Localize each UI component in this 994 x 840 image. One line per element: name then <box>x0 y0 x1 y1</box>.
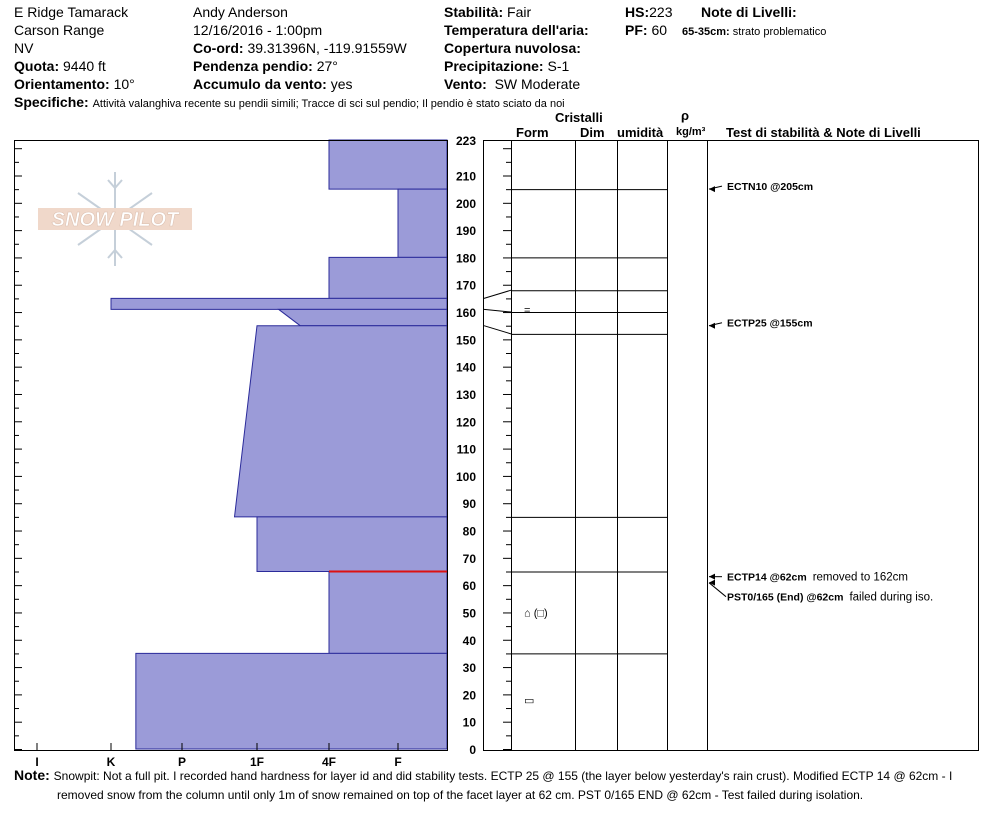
stability-test-note: removed to 162cm <box>812 571 908 584</box>
note-label: Note: <box>14 767 50 783</box>
slope-value: 27° <box>316 58 338 74</box>
specifics-label: Specifiche: <box>14 94 89 110</box>
depth-tick-label: 110 <box>456 442 476 457</box>
slope-label: Pendenza pendio: <box>193 58 313 74</box>
hardness-layer <box>257 517 447 572</box>
depth-tick-label: 30 <box>462 661 476 676</box>
elevation-label: Quota: <box>14 58 60 74</box>
depth-tick-label: 70 <box>462 551 476 566</box>
stability-test-label <box>727 572 908 584</box>
depth-tick-label: 60 <box>462 579 476 594</box>
stability-test-label <box>727 181 813 193</box>
depth-tick-label: 190 <box>455 224 476 239</box>
rho-header: ρ <box>681 108 690 123</box>
observer-name: Andy Anderson <box>193 4 288 20</box>
density-header: kg/m³ <box>676 126 706 138</box>
wind-label: Vento: <box>444 76 487 92</box>
test-arrow-line <box>709 583 726 597</box>
coord-value: 39.31396N, -119.91559W <box>247 40 407 56</box>
sky-label: Copertura nuvolosa: <box>444 40 581 56</box>
hardness-layer <box>111 298 447 309</box>
hardness-layer <box>136 653 447 749</box>
hardness-layer <box>398 189 447 257</box>
depth-tick-label: 160 <box>455 306 476 321</box>
hs-value: 223 <box>649 4 673 20</box>
depth-tick-label: 150 <box>455 333 476 348</box>
depth-tick-label: 100 <box>455 469 476 484</box>
wind-value: SW Moderate <box>494 76 581 92</box>
depth-tick-label: 90 <box>462 497 476 512</box>
wind-loading-value: yes <box>330 76 353 92</box>
size-header: Dim <box>580 125 605 140</box>
precip-label: Precipitazione: <box>444 58 544 74</box>
test-arrowhead <box>709 574 715 580</box>
air-temp-label: Temperatura dell'aria: <box>444 22 589 38</box>
note-line-1 <box>14 767 952 784</box>
snowpilot-logo-text: SNOW PILOT <box>51 209 179 231</box>
hardness-tick-label: P <box>177 755 187 769</box>
stability-test-code: ECTP14 @62cm <box>727 571 807 584</box>
depth-tick-label: 50 <box>462 606 476 621</box>
depth-tick-label: 140 <box>455 360 476 375</box>
specifics-text: Attività valanghiva recente su pendii simili; Tracce di sci sul pendio; Il pendio è stato sciato da noi <box>92 98 565 110</box>
hardness-tick-label: K <box>106 755 116 769</box>
crystal-form-symbol: ⌂ (□) <box>524 607 548 620</box>
depth-tick-label: 180 <box>455 251 476 266</box>
hardness-layer <box>329 140 447 189</box>
hardness-tick-label: 4F <box>321 755 337 769</box>
hardness-layer <box>329 571 447 653</box>
precip-value: S-1 <box>547 58 570 74</box>
hardness-layer <box>279 309 447 325</box>
hardness-layer <box>329 257 447 298</box>
location-name: E Ridge Tamarack <box>14 4 129 20</box>
layer-connector-line <box>484 309 511 312</box>
stability-label: Stabilità: <box>444 4 504 20</box>
depth-tick-label: 223 <box>455 134 476 148</box>
hardness-tick-label: 1F <box>249 755 265 769</box>
stability-test-code: ECTN10 @205cm <box>727 181 814 194</box>
stability-test-code: ECTP25 @155cm <box>727 317 813 330</box>
hardness-layer <box>235 326 448 517</box>
range-name: Carson Range <box>14 22 105 38</box>
crystal-form-symbol: = <box>524 304 531 317</box>
form-header: Form <box>516 125 549 140</box>
note-text-2: removed snow from the column until only 1m of snow remained on top of the facet layer at 62 cm. PST 0/165 END @ 62cm - Test failed during isolation. <box>57 788 864 802</box>
depth-tick-label: 10 <box>462 715 476 730</box>
tests-header: Test di stabilità & Note di Livelli <box>726 125 921 140</box>
hardness-tick-label: F <box>394 755 402 769</box>
test-arrowhead <box>709 186 715 192</box>
pf-label: PF: <box>625 22 648 38</box>
coord-label: Co-ord: <box>193 40 244 56</box>
depth-tick-label: 210 <box>455 169 476 184</box>
stability-test-note: failed during iso. <box>849 591 934 604</box>
stability-test-label <box>727 592 933 604</box>
elevation-value: 9440 ft <box>63 58 106 74</box>
layer-notes-range: 65-35cm: <box>682 26 730 38</box>
depth-tick-label: 200 <box>455 196 476 211</box>
snowpilot-logo <box>38 172 192 266</box>
layer-notes-text: strato problematico <box>732 26 827 38</box>
depth-tick-label: 20 <box>462 688 476 703</box>
depth-tick-label: 130 <box>455 387 476 402</box>
depth-tick-label: 170 <box>455 278 476 293</box>
aspect-label: Orientamento: <box>14 76 110 92</box>
pf-value: 60 <box>651 22 668 38</box>
aspect-value: 10° <box>113 76 135 92</box>
hardness-tick-label: I <box>35 755 39 769</box>
stability-test-label <box>727 318 813 330</box>
depth-tick-label: 40 <box>462 633 476 648</box>
crystals-header: Cristalli <box>555 110 603 125</box>
depth-tick-label: 120 <box>455 415 476 430</box>
layer-connector-line <box>484 326 511 334</box>
state-name: NV <box>14 40 34 56</box>
stability-test-code: PST0/165 (End) @62cm <box>727 591 844 604</box>
observation-datetime: 12/16/2016 - 1:00pm <box>193 22 323 38</box>
hs-label: HS: <box>625 4 650 20</box>
stability-value: Fair <box>507 4 532 20</box>
crystal-form-symbol: ▭ <box>524 694 535 707</box>
depth-tick-label: 80 <box>462 524 476 539</box>
moisture-header: umidità <box>617 125 664 140</box>
depth-tick-label: 0 <box>469 743 476 757</box>
test-arrowhead <box>709 323 715 329</box>
wind-loading-label: Accumulo da vento: <box>193 76 327 92</box>
layer-notes-label: Note di Livelli: <box>701 4 797 20</box>
layer-connector-line <box>484 290 511 298</box>
crystal-table-frame <box>484 141 979 751</box>
note-text-1: Snowpit: Not a full pit. I recorded hand hardness for layer id and did stability tests. ECTP 25 @ 155 (the layer below yesterday's rain crust). Modified ECTP 14 @ 62cm - I <box>53 769 953 783</box>
